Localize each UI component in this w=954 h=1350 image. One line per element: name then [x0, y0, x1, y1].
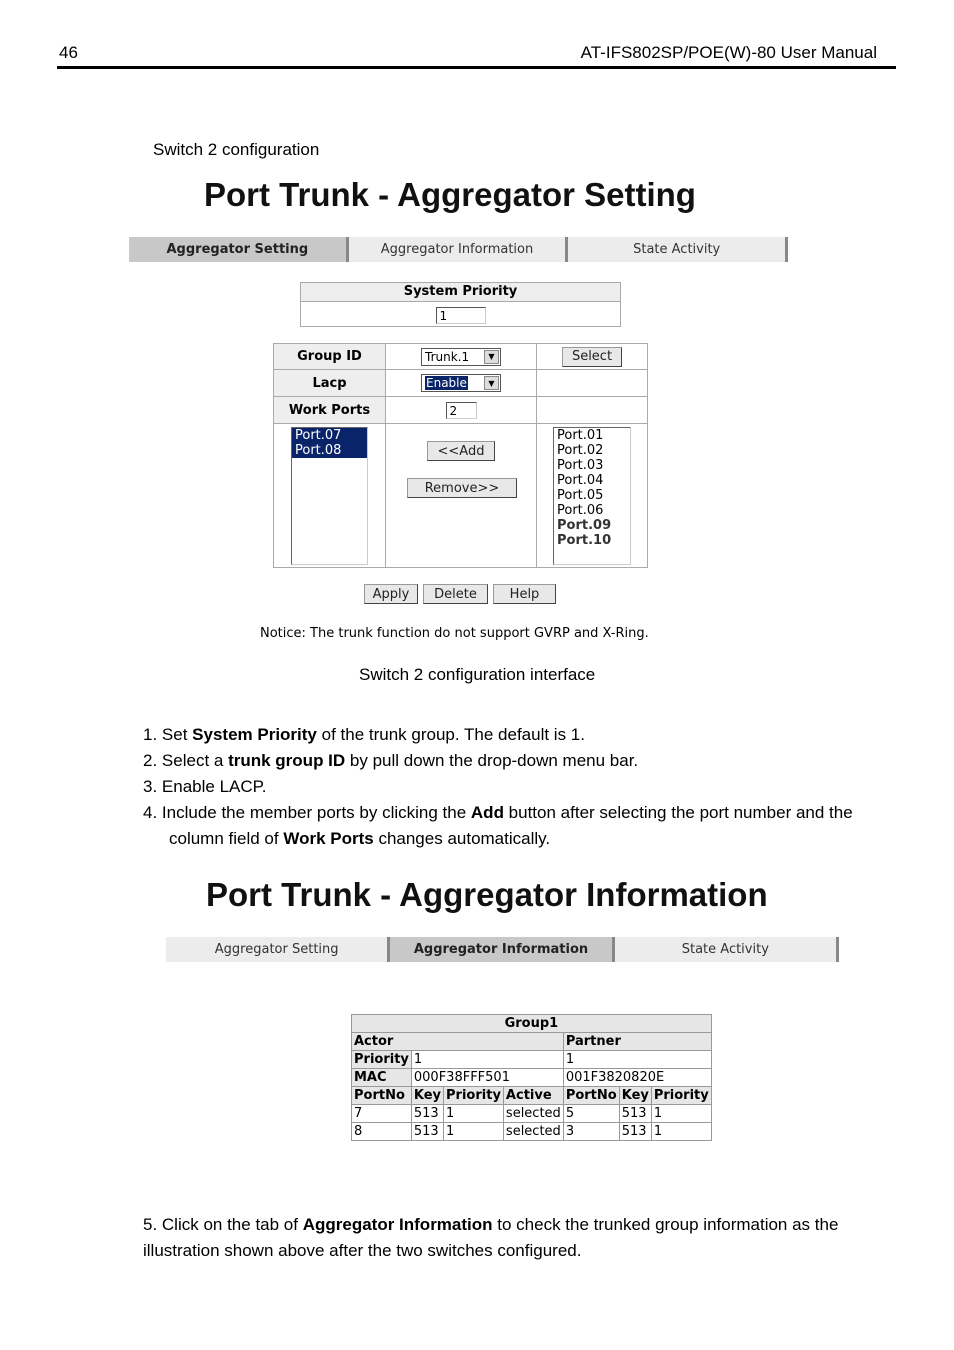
- chevron-down-icon: ▼: [484, 376, 499, 390]
- chevron-down-icon: ▼: [484, 350, 499, 364]
- figure1-caption-above: Switch 2 configuration: [153, 140, 320, 159]
- figure2-tabs: [166, 937, 839, 962]
- table-cell: selected: [503, 1123, 563, 1141]
- column-header: Key: [411, 1087, 443, 1105]
- priority-label: Priority: [352, 1051, 412, 1069]
- step-5: 5. Click on the tab of Aggregator Information to check the trunked group information as the illustration shown above after the two switches configured.: [143, 1215, 839, 1260]
- tab-aggregator-information[interactable]: Aggregator Information: [390, 937, 614, 962]
- table-cell: 5: [563, 1105, 619, 1123]
- tab-state-activity[interactable]: State Activity: [568, 237, 788, 262]
- figure1-caption-below: Switch 2 configuration interface: [359, 665, 596, 684]
- apply-button[interactable]: Apply: [364, 584, 418, 604]
- step-4: 4. Include the member ports by clicking the Add button after selecting the port number and the: [143, 803, 853, 822]
- table-cell: 513: [619, 1105, 651, 1123]
- table-cell: 1: [651, 1123, 711, 1141]
- available-ports-listbox[interactable]: [553, 427, 631, 565]
- table-cell: selected: [503, 1105, 563, 1123]
- actor-priority: 1: [411, 1051, 563, 1069]
- group-id-select[interactable]: Trunk.1 ▼: [421, 348, 501, 366]
- list-item[interactable]: Port.01: [557, 428, 604, 443]
- aggregator-info-table: [351, 1014, 712, 1141]
- table-cell: 3: [563, 1123, 619, 1141]
- tab-aggregator-setting[interactable]: Aggregator Setting: [129, 237, 349, 262]
- table-cell: 1: [444, 1105, 504, 1123]
- mac-label: MAC: [352, 1069, 412, 1087]
- system-priority-label: System Priority: [301, 283, 620, 302]
- column-header: PortNo: [352, 1087, 412, 1105]
- header-rule: [57, 66, 896, 69]
- table-cell: 1: [444, 1123, 504, 1141]
- remove-button[interactable]: Remove>>: [407, 478, 517, 498]
- table-cell: 7: [352, 1105, 412, 1123]
- step-2: 2. Select a trunk group ID by pull down the drop-down menu bar.: [143, 751, 639, 770]
- actor-header: Actor: [352, 1033, 564, 1051]
- table-cell: 513: [411, 1105, 443, 1123]
- tab-state-activity[interactable]: State Activity: [615, 937, 839, 962]
- member-ports-listbox[interactable]: [291, 427, 368, 565]
- system-priority-box: [300, 282, 621, 327]
- manual-title: AT-IFS802SP/POE(W)-80 User Manual: [580, 43, 877, 62]
- list-item[interactable]: Port.04: [557, 473, 604, 488]
- work-ports-input[interactable]: 2: [446, 402, 477, 419]
- table-cell: 8: [352, 1123, 412, 1141]
- column-header: Priority: [651, 1087, 711, 1105]
- table-cell: 513: [411, 1123, 443, 1141]
- work-ports-label: Work Ports: [274, 397, 386, 424]
- add-button[interactable]: <<Add: [427, 441, 495, 461]
- lacp-select[interactable]: Enable ▼: [421, 374, 501, 392]
- group-name: Group1: [352, 1015, 712, 1033]
- column-header: Active: [503, 1087, 563, 1105]
- list-item[interactable]: Port.08: [292, 443, 367, 458]
- actor-mac: 000F38FFF501: [411, 1069, 563, 1087]
- figure2-title: Port Trunk - Aggregator Information: [206, 876, 768, 913]
- partner-mac: 001F3820820E: [563, 1069, 711, 1087]
- lacp-label: Lacp: [274, 370, 386, 397]
- trunk-notice: Notice: The trunk function do not support GVRP and X-Ring.: [260, 626, 649, 641]
- figure1-title: Port Trunk - Aggregator Setting: [204, 176, 696, 213]
- list-item[interactable]: Port.05: [557, 488, 604, 503]
- table-cell: 1: [651, 1105, 711, 1123]
- tab-aggregator-information[interactable]: Aggregator Information: [349, 237, 569, 262]
- list-item[interactable]: Port.09: [557, 518, 612, 533]
- figure1-tabs: [129, 237, 788, 262]
- column-header: PortNo: [563, 1087, 619, 1105]
- help-button[interactable]: Help: [493, 584, 556, 604]
- table-row: [352, 1105, 712, 1123]
- delete-button[interactable]: Delete: [423, 584, 488, 604]
- column-header: Key: [619, 1087, 651, 1105]
- select-button[interactable]: Select: [562, 347, 622, 367]
- column-header: Priority: [444, 1087, 504, 1105]
- step-1: 1. Set System Priority of the trunk group. The default is 1.: [143, 725, 585, 744]
- step-4-continued: column field of Work Ports changes automatically.: [169, 829, 551, 848]
- table-row: [352, 1123, 712, 1141]
- list-item[interactable]: Port.06: [557, 503, 604, 518]
- group-id-label: Group ID: [274, 344, 386, 370]
- list-item[interactable]: Port.02: [557, 443, 604, 458]
- list-item[interactable]: Port.03: [557, 458, 604, 473]
- tab-aggregator-setting[interactable]: Aggregator Setting: [166, 937, 390, 962]
- step-3: 3. Enable LACP.: [143, 777, 267, 796]
- instruction-steps: [143, 722, 913, 852]
- partner-priority: 1: [563, 1051, 711, 1069]
- partner-header: Partner: [563, 1033, 711, 1051]
- system-priority-input[interactable]: 1: [436, 307, 486, 324]
- page-number: 46: [59, 43, 78, 62]
- table-cell: 513: [619, 1123, 651, 1141]
- group-config-panel: [273, 343, 648, 568]
- list-item[interactable]: Port.07: [292, 428, 367, 443]
- list-item[interactable]: Port.10: [557, 533, 612, 548]
